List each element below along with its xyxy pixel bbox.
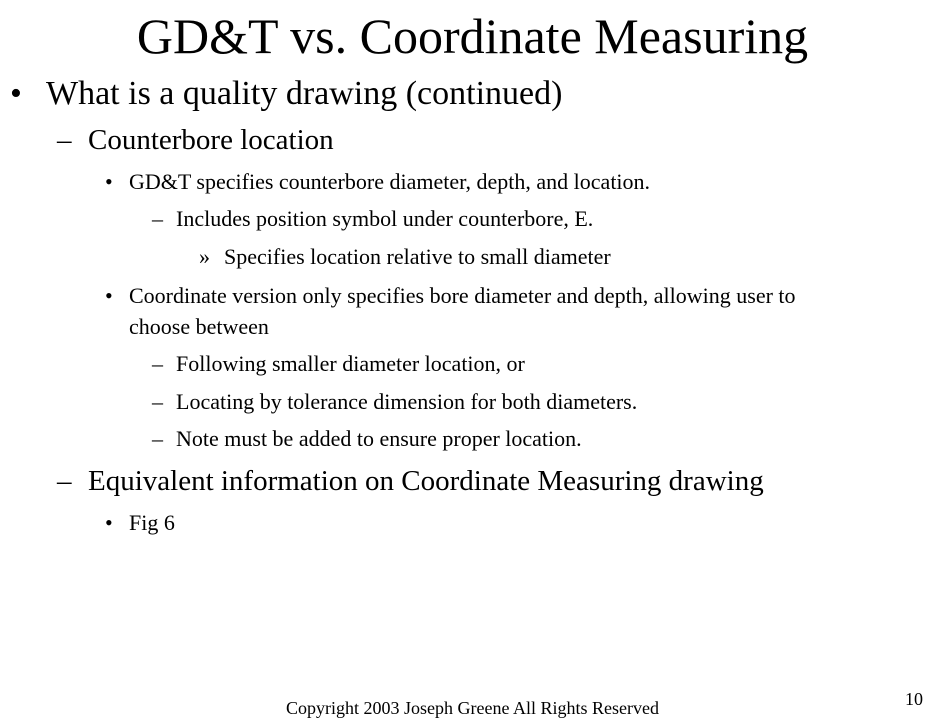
bullet-text-note-added: Note must be added to ensure proper location. [176, 426, 582, 451]
slide-number: 10 [905, 689, 923, 709]
bullet-text-position-symbol: Includes position symbol under counterbore, E. [176, 206, 594, 231]
slide-title: GD&T vs. Coordinate Measuring [136, 8, 809, 64]
chevron-marker: » [199, 244, 210, 269]
bullet-text-equivalent-information: Equivalent information on Coordinate Measuring drawing [88, 465, 764, 497]
bullet-text-fig-6: Fig 6 [129, 510, 175, 535]
dash-marker: – [152, 389, 163, 414]
bullet-text-gdt-specifies: GD&T specifies counterbore diameter, depth, and location. [129, 169, 651, 194]
bullet-marker: • [10, 75, 22, 112]
bullet-text-quality-drawing: What is a quality drawing (continued) [46, 75, 563, 112]
bullet-marker: • [105, 510, 113, 535]
dash-marker: – [152, 426, 163, 451]
dash-marker: – [152, 206, 163, 231]
bullet-marker: • [105, 169, 113, 194]
bullet-text-location-relative: Specifies location relative to small diameter [224, 244, 611, 269]
bullet-text-coordinate-version: Coordinate version only specifies bore diameter and depth, allowing user to [129, 283, 796, 308]
dash-marker: – [152, 351, 163, 376]
bullet-text-counterbore-location: Counterbore location [88, 124, 334, 156]
bullet-marker: • [105, 283, 113, 308]
bullet-text-smaller-diameter: Following smaller diameter location, or [176, 351, 525, 376]
bullet-text-coordinate-version-cont: choose between [129, 314, 269, 339]
dash-marker: – [57, 465, 72, 497]
bullet-text-tolerance-dimension: Locating by tolerance dimension for both diameters. [176, 389, 638, 414]
dash-marker: – [57, 124, 72, 156]
footer-copyright: Copyright 2003 Joseph Greene All Rights Reserved [286, 698, 659, 718]
